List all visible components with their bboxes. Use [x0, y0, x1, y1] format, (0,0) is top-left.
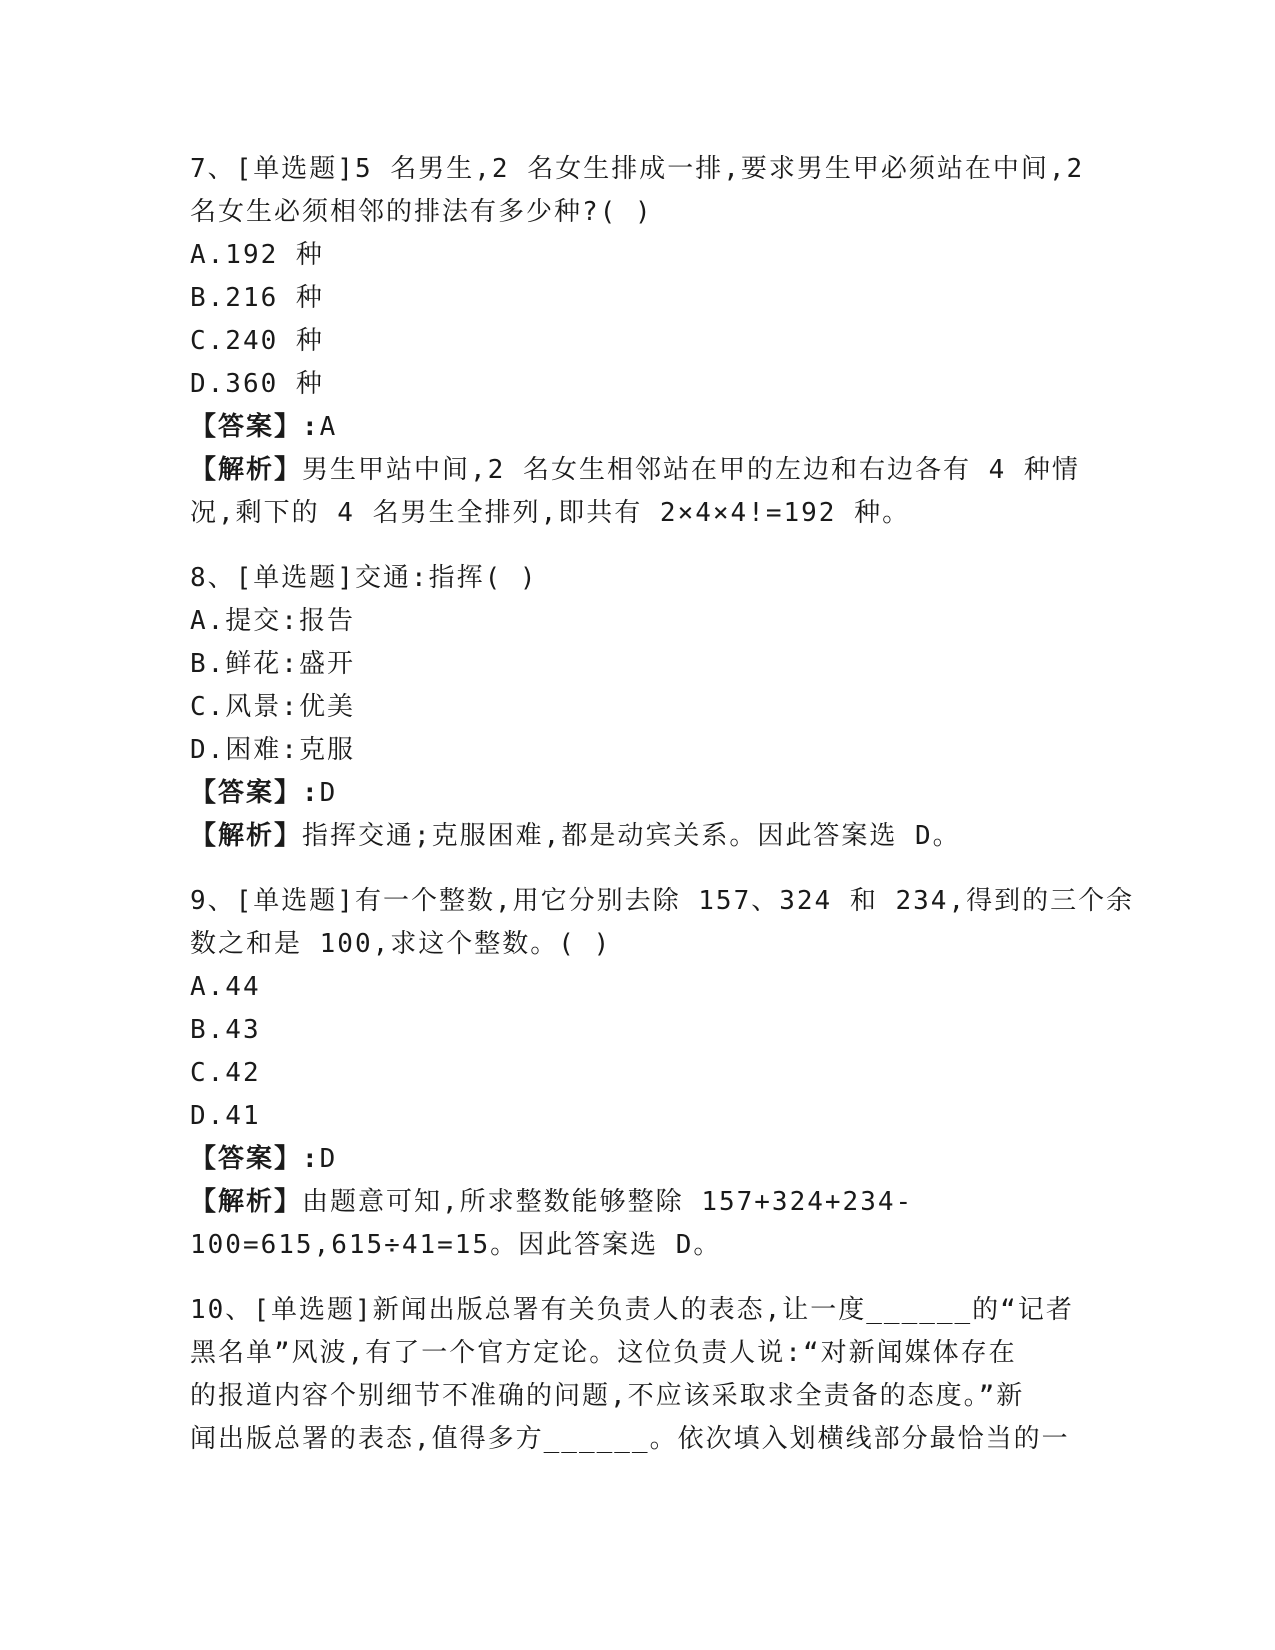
answer-label: 【答案】:	[190, 1144, 320, 1174]
question-stem-line: 7、[单选题]5 名男生,2 名女生排成一排,要求男生甲必须站在中间,2	[190, 154, 1085, 184]
option-b: B.鲜花:盛开	[190, 649, 355, 679]
answer-line	[190, 406, 1090, 449]
option-d: D.困难:克服	[190, 735, 355, 765]
question-stem-line: 10、[单选题]新闻出版总署有关负责人的表态,让一度______的“记者	[190, 1295, 1074, 1325]
analysis-line: 况,剩下的 4 名男生全排列,即共有 2×4×4!=192 种。	[190, 498, 911, 528]
question-stem-line: 数之和是 100,求这个整数。( )	[190, 929, 612, 959]
analysis-label: 【解析】	[190, 455, 303, 485]
question-stem-line: 名女生必须相邻的排法有多少种?( )	[190, 197, 653, 227]
analysis-line: 100=615,615÷41=15。因此答案选 D。	[190, 1230, 722, 1260]
question-10	[190, 1289, 1090, 1461]
analysis-line	[190, 815, 1090, 858]
answer-value: A	[319, 412, 338, 442]
option-b: B.43	[190, 1015, 261, 1045]
analysis-text: 男生甲站中间,2 名女生相邻站在甲的左边和右边各有 4 种情	[302, 455, 1080, 485]
document-page	[190, 148, 1135, 1483]
question-stem-line: 黑名单”风波,有了一个官方定论。这位负责人说:“对新闻媒体存在	[190, 1338, 1017, 1368]
question-stem-line: 9、[单选题]有一个整数,用它分别去除 157、324 和 234,得到的三个余	[190, 886, 1135, 916]
option-c: C.风景:优美	[190, 692, 355, 722]
analysis-label: 【解析】	[190, 821, 303, 851]
option-c: C.42	[190, 1058, 261, 1088]
option-c: C.240 种	[190, 326, 324, 356]
question-7	[190, 148, 1090, 535]
question-stem-line: 8、[单选题]交通:指挥( )	[190, 563, 538, 593]
answer-label: 【答案】:	[190, 778, 320, 808]
analysis-label: 【解析】	[190, 1187, 303, 1217]
question-8	[190, 557, 1090, 858]
question-stem-line: 的报道内容个别细节不准确的问题,不应该采取求全责备的态度。”新	[190, 1381, 1025, 1411]
analysis-text: 由题意可知,所求整数能够整除 157+324+234-	[302, 1187, 914, 1217]
answer-line	[190, 1138, 1090, 1181]
analysis-line	[190, 449, 1090, 492]
option-a: A.192 种	[190, 240, 324, 270]
option-a: A.提交:报告	[190, 606, 355, 636]
answer-value: D	[319, 1144, 338, 1174]
answer-line	[190, 772, 1090, 815]
question-9	[190, 880, 1135, 1267]
analysis-line	[190, 1181, 1090, 1224]
option-d: D.360 种	[190, 369, 324, 399]
question-stem-line: 闻出版总署的表态,值得多方______。依次填入划横线部分最恰当的一	[190, 1424, 1070, 1454]
option-d: D.41	[190, 1101, 261, 1131]
answer-value: D	[319, 778, 338, 808]
analysis-text: 指挥交通;克服困难,都是动宾关系。因此答案选 D。	[302, 821, 961, 851]
answer-label: 【答案】:	[190, 412, 320, 442]
option-b: B.216 种	[190, 283, 324, 313]
option-a: A.44	[190, 972, 261, 1002]
